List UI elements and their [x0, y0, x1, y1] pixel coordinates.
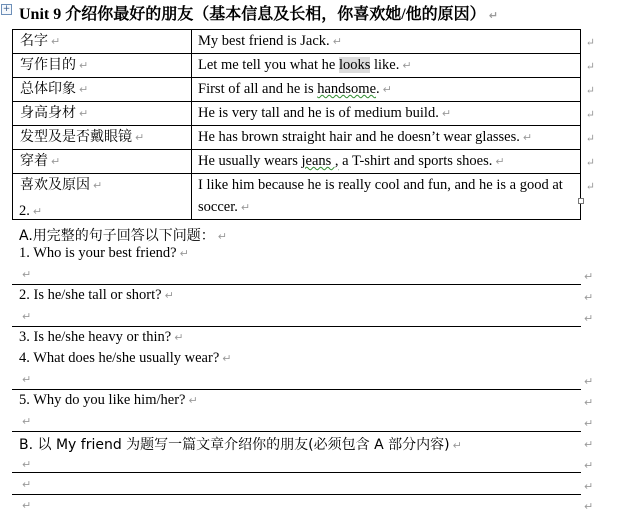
answer-line-mark: ↵: [22, 499, 32, 512]
table-resize-handle[interactable]: [578, 198, 584, 204]
row-value: My best friend is Jack. ↵ ↵: [192, 30, 581, 54]
answer-line-mark: ↵: [22, 458, 32, 471]
row-value: He usually wears jeans , a T-shirt and sports shoes. ↵ ↵: [192, 150, 581, 174]
answer-line: [12, 284, 581, 285]
answer-line-mark: ↵: [22, 268, 32, 281]
answer-line-mark: ↵: [22, 415, 32, 428]
instruction-b: B. 以 My friend 为题写一篇文章介绍你的朋友(必须包含 A 部分内容) ↵: [19, 437, 462, 453]
row-value: He has brown straight hair and he doesn’t wear glasses. ↵ ↵: [192, 126, 581, 150]
friend-info-table: [12, 29, 595, 220]
question-4: 4. What does he/she usually wear? ↵: [19, 350, 232, 366]
table-row: [13, 150, 581, 174]
table-row: [13, 102, 581, 126]
row-label: 喜欢及原因 ↵: [13, 174, 192, 220]
question-1: 1. Who is your best friend? ↵: [19, 245, 189, 261]
answer-line-mark: ↵: [22, 310, 32, 323]
highlighted-word: looks: [338, 57, 371, 73]
row-label: 总体印象 ↵: [13, 78, 192, 102]
section-number: 2. ↵: [19, 203, 43, 219]
row-label: 穿着 ↵: [13, 150, 192, 174]
table-move-handle-icon[interactable]: +: [2, 4, 11, 14]
question-2: 2. Is he/she tall or short? ↵: [19, 287, 174, 303]
grammar-underline: handsome: [317, 81, 377, 97]
answer-line: [12, 472, 581, 473]
table-row: [13, 174, 581, 220]
row-label: 写作目的 ↵: [13, 54, 192, 78]
row-value: First of all and he is handsome. ↵ ↵: [192, 78, 581, 102]
row-label: 发型及是否戴眼镜 ↵: [13, 126, 192, 150]
row-value: Let me tell you what he looks like. ↵ ↵: [192, 54, 581, 78]
row-label: 身高身材 ↵: [13, 102, 192, 126]
table-row: [13, 126, 581, 150]
row-value: He is very tall and he is of medium build. ↵ ↵: [192, 102, 581, 126]
question-5: 5. Why do you like him/her? ↵: [19, 392, 198, 408]
answer-line: [12, 326, 581, 327]
answer-line: [12, 431, 581, 432]
instruction-a: A.用完整的句子回答以下问题： ↵: [19, 228, 227, 244]
answer-line: [12, 494, 581, 495]
table-row: [13, 54, 581, 78]
row-label: 名字 ↵: [13, 30, 192, 54]
paragraph-mark: ↵: [488, 9, 498, 22]
answer-line: [12, 389, 581, 390]
page-title: Unit 9 介绍你最好的朋友（基本信息及长相，你喜欢她/他的原因） ↵: [19, 6, 498, 23]
table-row: [13, 78, 581, 102]
answer-line-mark: ↵: [22, 373, 32, 386]
row-value: I like him because he is really cool and fun, and he is a good at soccer. ↵ ↵: [192, 174, 581, 220]
answer-line-mark: ↵: [22, 478, 32, 491]
grammar-underline: jeans ,: [301, 153, 339, 169]
table-row: [13, 30, 581, 54]
question-3: 3. Is he/she heavy or thin? ↵: [19, 329, 184, 345]
